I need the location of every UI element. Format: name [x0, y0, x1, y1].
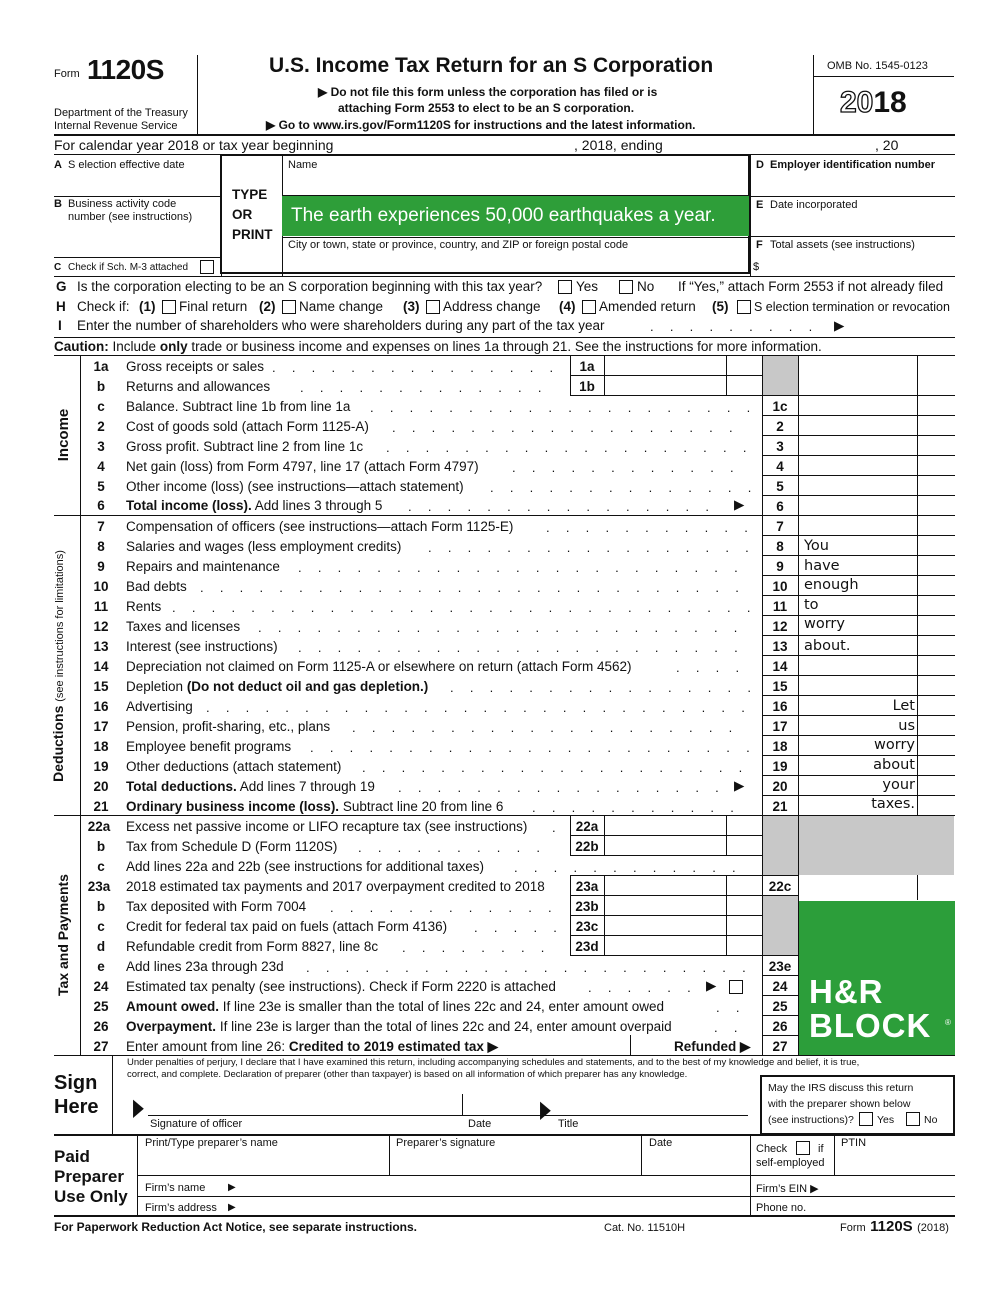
line-1b-label: Returns and allowances: [126, 379, 271, 394]
final-return-label: Final return: [179, 299, 248, 314]
here-label: Here: [54, 1096, 99, 1118]
line-23b-label: Tax deposited with Form 7004: [126, 899, 307, 914]
line-23c-amount[interactable]: [606, 917, 724, 934]
line-5-label: Other income (loss) (see instructions—attach statement): [126, 479, 464, 494]
line-22b-number: b: [96, 839, 106, 854]
line-16-box: 16: [772, 699, 788, 714]
line-5-amount[interactable]: [800, 477, 915, 494]
ein-label: Employer identification number: [770, 159, 936, 171]
g-yes-label: Yes: [576, 279, 599, 294]
logo-line-1: H&R: [809, 973, 884, 1010]
line-8-box: 8: [776, 539, 784, 554]
g-if-yes-note: If “Yes,” attach Form 2553 if not already filed: [678, 279, 944, 294]
line-22c-amount[interactable]: [800, 877, 915, 894]
line-24-box: 24: [772, 979, 788, 994]
line-3-box: 3: [776, 439, 784, 454]
header-instruction-3: ▶ Go to www.irs.gov/Form1120S for instructions and the latest information.: [266, 118, 696, 132]
line-3-label: Gross profit. Subtract line 2 from line 1c: [126, 439, 364, 454]
line-23a-label: 2018 estimated tax payments and 2017 overpayment credited to 2018: [126, 879, 545, 894]
hr-block-logo: [799, 901, 955, 1055]
line-2-label: Cost of goods sold (attach Form 1125-A): [126, 419, 369, 434]
check-label: Check: [756, 1143, 788, 1155]
phone-label: Phone no.: [756, 1202, 807, 1214]
form-number: 1120S: [87, 54, 164, 85]
line-23d-number: d: [96, 939, 106, 954]
line-22a-label: Excess net passive income or LIFO recapture tax (see instructions): [126, 819, 528, 834]
year-bold: 18: [873, 86, 907, 119]
i-arrow-icon: ▶: [834, 318, 845, 333]
line-7-box: 7: [776, 519, 784, 534]
line-25-label-text: If line 23e is smaller than the total of lines 22c and 24, enter amount owed: [222, 999, 665, 1014]
name-field[interactable]: [284, 174, 744, 194]
line-26-label: [126, 1019, 672, 1034]
line-14-number: 14: [93, 659, 109, 674]
election-termination-label: S election termination or revocation: [754, 300, 950, 314]
h3-number: (3): [403, 299, 420, 314]
registered-icon: ®: [945, 1018, 951, 1027]
line-11-box: 11: [772, 599, 788, 614]
total-assets-field[interactable]: [764, 256, 952, 274]
line-6-amount[interactable]: [800, 497, 915, 514]
date-label: Date: [468, 1118, 492, 1130]
note-worry: worry: [804, 616, 845, 632]
section-deductions-note: (see instructions for limitations): [54, 550, 66, 702]
form-title: U.S. Income Tax Return for an S Corporation: [269, 54, 714, 77]
election-termination-checkbox[interactable]: [737, 300, 751, 314]
caution-text-2: trade or business income and expenses on lines 1a through 21. See the instructions for more information.: [191, 339, 822, 354]
section-deductions-title: Deductions: [50, 705, 66, 782]
firm-ein-label: Firm’s EIN ▶: [756, 1183, 819, 1195]
ptin-label: PTIN: [841, 1137, 867, 1149]
note-taxes: taxes.: [871, 796, 915, 812]
header-instruction-1: ▶ Do not file this form unless the corporation has filed or is: [318, 85, 658, 99]
line-b-letter: B: [54, 198, 62, 210]
line-15-label-bold: (Do not deduct oil and gas depletion.): [186, 679, 429, 694]
line-4-amount[interactable]: [800, 457, 915, 474]
line-25-label-bold: Amount owed.: [126, 999, 219, 1014]
note-us: us: [898, 718, 915, 734]
line-11-label: Rents: [126, 599, 162, 614]
preparer-signature-field[interactable]: [393, 1152, 637, 1172]
line-18-box: 18: [772, 739, 788, 754]
line-27-label-text: Enter amount from line 26:: [126, 1039, 286, 1054]
line-12-label: Taxes and licenses: [126, 619, 241, 634]
line-20-box: 20: [772, 779, 788, 794]
line-18-label: Employee benefit programs: [126, 739, 292, 754]
preparer-name-label: Print/Type preparer’s name: [145, 1137, 278, 1149]
h5-number: (5): [712, 299, 729, 314]
perjury-text-1: Under penalties of perjury, I declare that I have examined this return, including accompanying schedules and statements, and to the best of my knowledge and belief, it is true,: [127, 1057, 860, 1068]
firm-address-field[interactable]: [244, 1198, 746, 1214]
h2-number: (2): [259, 299, 276, 314]
line-1a-amount[interactable]: [606, 357, 724, 374]
line-9-number: 9: [97, 559, 105, 574]
line-1c-amount[interactable]: [800, 397, 915, 414]
line-f-letter: F: [756, 239, 763, 251]
line-6-box: 6: [776, 499, 784, 514]
line-5-box: 5: [776, 479, 784, 494]
firm-ein-field[interactable]: [832, 1177, 952, 1195]
line-1a-number: 1a: [93, 359, 109, 374]
preparer-name-field[interactable]: [141, 1152, 385, 1172]
line-7-label: Compensation of officers (see instructions—attach Form 1125-E): [126, 519, 514, 534]
check-if-label: Check if:: [77, 299, 130, 314]
line-23b-number: b: [96, 899, 106, 914]
note-about-2: about: [873, 757, 915, 773]
firm-address-arrow-icon: ▶: [228, 1202, 236, 1213]
note-worry-2: worry: [874, 737, 915, 753]
line-22a-box: 22a: [575, 819, 599, 834]
note-let: Let: [892, 698, 915, 714]
line-2-amount[interactable]: [800, 417, 915, 434]
line-22c-label: Add lines 22a and 22b (see instructions for additional taxes): [126, 859, 484, 874]
ptin-field[interactable]: [838, 1152, 952, 1172]
line-19-box: 19: [772, 759, 788, 774]
note-about: about.: [804, 638, 851, 654]
line-19-label: Other deductions (attach statement): [126, 759, 342, 774]
amended-return-label: Amended return: [599, 299, 696, 314]
sign-label: Sign: [54, 1072, 98, 1094]
discuss-yes-checkbox[interactable]: [859, 1112, 873, 1126]
use-only-label: Use Only: [54, 1187, 128, 1206]
line-15-label-text: Depletion: [126, 679, 184, 694]
name-change-checkbox[interactable]: [282, 300, 296, 314]
or-label: OR: [232, 207, 253, 222]
preparer-label: Preparer: [54, 1167, 124, 1186]
h4-number: (4): [559, 299, 576, 314]
line-6-number: 6: [97, 498, 105, 513]
footer-form-id: [840, 1218, 949, 1236]
officer-title-field[interactable]: [556, 1094, 746, 1114]
line-1b-amount[interactable]: [606, 377, 724, 394]
date-incorporated-label: Date incorporated: [770, 199, 858, 211]
omb-number: OMB No. 1545-0123: [827, 60, 928, 72]
line-23d-label: Refundable credit from Form 8827, line 8c: [126, 939, 379, 954]
print-label: PRINT: [232, 227, 273, 242]
line-23c-label: Credit for federal tax paid on fuels (attach Form 4136): [126, 919, 448, 934]
preparer-date-label: Date: [649, 1137, 673, 1149]
line-20-label: [126, 779, 375, 794]
line-21-box: 21: [772, 799, 788, 814]
city-field[interactable]: [284, 254, 744, 272]
name-change-label: Name change: [299, 299, 384, 314]
m3-label: Check if Sch. M-3 attached: [68, 262, 189, 273]
note-have: have: [804, 558, 840, 574]
line-a-letter: A: [54, 159, 62, 171]
line-i-letter: I: [58, 318, 62, 333]
line-8-number: 8: [97, 539, 105, 554]
dollar-sign: $: [753, 261, 760, 273]
line-22c-box: 22c: [768, 879, 792, 894]
line-26-box: 26: [772, 1019, 788, 1034]
note-you: You: [804, 538, 829, 554]
g-no-label: No: [637, 279, 655, 294]
line-24-arrow-icon: ▶: [706, 978, 717, 993]
line-15-box: 15: [772, 679, 788, 694]
line-g-letter: G: [56, 279, 67, 294]
line-27-label: [126, 1039, 498, 1055]
calendar-year-label: For calendar year 2018 or tax year beginning: [54, 137, 334, 153]
line-3-amount[interactable]: [800, 437, 915, 454]
officer-signature-field[interactable]: [148, 1094, 458, 1114]
note-to: to: [804, 597, 819, 613]
line-6-label: [126, 498, 382, 513]
s-election-question: Is the corporation electing to be an S corporation beginning with this tax year?: [77, 279, 543, 294]
line-27-box: 27: [772, 1039, 788, 1054]
line-23e-label: Add lines 23a through 23d: [126, 959, 284, 974]
line-10-number: 10: [93, 579, 109, 594]
firm-address-label: Firm’s address: [145, 1202, 217, 1214]
line-4-number: 4: [97, 459, 105, 474]
name-label: Name: [288, 159, 318, 171]
paid-label: Paid: [54, 1147, 90, 1166]
line-25-label: [126, 999, 664, 1014]
line-12-box: 12: [772, 619, 788, 634]
line-23a-box: 23a: [575, 879, 599, 894]
line-d-letter: D: [756, 159, 764, 171]
line-22b-label: Tax from Schedule D (Form 1120S): [126, 839, 338, 854]
total-assets-label: Total assets (see instructions): [770, 239, 915, 251]
firm-name-arrow-icon: ▶: [228, 1182, 236, 1193]
catalog-number: Cat. No. 11510H: [604, 1222, 686, 1234]
line-15-number: 15: [93, 679, 109, 694]
line-12-number: 12: [93, 619, 109, 634]
section-tax-payments: Tax and Payments: [55, 874, 71, 996]
line-23c-number: c: [97, 919, 105, 934]
discuss-no-checkbox[interactable]: [906, 1112, 920, 1126]
line-24-number: 24: [93, 979, 109, 994]
final-return-checkbox[interactable]: [162, 300, 176, 314]
line-1a-label: Gross receipts or sales: [126, 359, 265, 374]
line-c-letter: C: [54, 262, 62, 273]
line-16-number: 16: [93, 699, 109, 714]
line-h-letter: H: [56, 299, 66, 314]
s-election-date-label: S election effective date: [68, 159, 185, 171]
business-code-label-2: number (see instructions): [68, 211, 193, 223]
refunded-label: Refunded ▶: [674, 1039, 751, 1054]
line-6-label-text: Add lines 3 through 5: [254, 498, 383, 513]
line-24-label: Estimated tax penalty (see instructions). Check if Form 2220 is attached: [126, 979, 556, 994]
irs-label: Internal Revenue Service: [54, 120, 178, 132]
firm-name-field[interactable]: [244, 1177, 746, 1195]
line-10-box: 10: [772, 579, 788, 594]
line-21-label-bold: Ordinary business income (loss).: [126, 799, 340, 814]
caution-only: only: [159, 339, 188, 354]
line-20-arrow-icon: ▶: [734, 778, 745, 793]
self-employed-label: self-employed: [756, 1157, 825, 1169]
self-employed-checkbox[interactable]: [796, 1141, 810, 1155]
m3-checkbox[interactable]: [200, 260, 214, 274]
business-code-label-1: Business activity code: [68, 198, 177, 210]
discuss-text-1: May the IRS discuss this return: [768, 1082, 914, 1094]
business-code-field[interactable]: [54, 226, 218, 254]
line-23b-amount[interactable]: [606, 897, 724, 914]
form-prefix: Form: [54, 68, 80, 80]
line-11-number: 11: [93, 599, 109, 614]
line-e-letter: E: [756, 199, 764, 211]
discuss-no-label: No: [924, 1114, 938, 1126]
line-1c-box: 1c: [772, 399, 788, 414]
line-13-label: Interest (see instructions): [126, 639, 278, 654]
line-21-label-text: Subtract line 20 from line 6: [342, 799, 504, 814]
line-23b-box: 23b: [575, 899, 599, 914]
line-1b-number: b: [96, 379, 106, 394]
line-1c-number: c: [97, 399, 105, 414]
calendar-end-year: , 20: [875, 137, 899, 153]
line-1a-box: 1a: [579, 359, 595, 374]
line-14-box: 14: [772, 659, 788, 674]
discuss-text-3: (see instructions)?: [768, 1114, 854, 1126]
line-27-label-bold: Credited to 2019 estimated tax ▶: [288, 1039, 499, 1054]
signature-of-officer-label: Signature of officer: [150, 1118, 243, 1130]
line-23e-number: e: [97, 959, 105, 974]
line-20-label-bold: Total deductions.: [126, 779, 237, 794]
firm-name-label: Firm’s name: [145, 1182, 206, 1194]
line-9-label: Repairs and maintenance: [126, 559, 280, 574]
line-23d-box: 23d: [575, 939, 599, 954]
line-1b-box: 1b: [579, 379, 595, 394]
calendar-ending-label: , 2018, ending: [574, 137, 663, 153]
section-deductions: [50, 526, 70, 806]
paperwork-notice: For Paperwork Reduction Act Notice, see separate instructions.: [54, 1220, 417, 1234]
line-20-label-text: Add lines 7 through 19: [239, 779, 375, 794]
date-incorporated-field[interactable]: [752, 214, 952, 234]
preparer-date-field[interactable]: [645, 1152, 747, 1172]
line-23d-amount[interactable]: [606, 937, 724, 954]
line-13-box: 13: [772, 639, 788, 654]
shareholders-question: Enter the number of shareholders who were shareholders during any part of the tax year: [77, 318, 605, 333]
line-2-box: 2: [776, 419, 784, 434]
line-23a-number: 23a: [87, 879, 111, 894]
year-outline: 20: [840, 86, 874, 119]
header-instruction-2: attaching Form 2553 to elect to be an S corporation.: [338, 101, 635, 115]
form-2220-checkbox[interactable]: [729, 980, 743, 994]
line-26-number: 26: [93, 1019, 109, 1034]
caution-label: Caution:: [54, 339, 109, 354]
preparer-signature-label: Preparer’s signature: [396, 1137, 496, 1149]
line-25-number: 25: [93, 999, 109, 1014]
line-22c-number: c: [97, 859, 105, 874]
type-label: TYPE: [232, 187, 268, 202]
line-14-label: Depreciation not claimed on Form 1125-A or elsewhere on return (attach Form 4562): [126, 659, 632, 674]
title-label: Title: [558, 1118, 579, 1130]
s-election-yes-checkbox[interactable]: [558, 280, 572, 294]
title-arrow-icon: ▶: [540, 1095, 551, 1123]
line-6-label-bold: Total income (loss).: [126, 498, 252, 513]
line-15-label: [126, 679, 428, 694]
shareholders-count-field[interactable]: [852, 316, 952, 334]
line-4-box: 4: [776, 459, 784, 474]
if-label: if: [818, 1143, 824, 1155]
banner-text: The earth experiences 50,000 earthquakes a year.: [291, 205, 716, 226]
footer-form-number: 1120S: [870, 1218, 913, 1235]
line-26-label-bold: Overpayment.: [126, 1019, 217, 1034]
line-3-number: 3: [97, 439, 105, 454]
footer-form-prefix: Form: [840, 1222, 866, 1234]
line-26-label-text: If line 23e is larger than the total of lines 22c and 24, enter amount overpaid: [219, 1019, 672, 1034]
line-19-number: 19: [93, 759, 109, 774]
amended-return-checkbox[interactable]: [582, 300, 596, 314]
h1-number: (1): [139, 299, 156, 314]
line-17-number: 17: [93, 719, 109, 734]
line-6-arrow-icon: ▶: [734, 497, 745, 512]
line-9-box: 9: [776, 559, 784, 574]
line-17-label: Pension, profit-sharing, etc., plans: [126, 719, 331, 734]
address-change-label: Address change: [443, 299, 541, 314]
line-8-label: Salaries and wages (less employment credits): [126, 539, 402, 554]
line-5-number: 5: [97, 479, 105, 494]
ein-field[interactable]: [752, 174, 952, 194]
line-23c-box: 23c: [575, 919, 599, 934]
footer-year: (2018): [917, 1222, 949, 1234]
line-20-number: 20: [93, 779, 109, 794]
line-4-label: Net gain (loss) from Form 4797, line 17 (attach Form 4797): [126, 459, 479, 474]
line-22b-amount[interactable]: [606, 837, 724, 854]
caution-note: [54, 339, 822, 354]
line-21-number: 21: [93, 799, 109, 814]
note-enough: enough: [804, 577, 859, 593]
line-22a-amount[interactable]: [606, 817, 724, 834]
department: Department of the Treasury: [54, 107, 188, 119]
line-22b-box: 22b: [575, 839, 599, 854]
line-18-number: 18: [93, 739, 109, 754]
line-10-label: Bad debts: [126, 579, 187, 594]
line-1c-label: Balance. Subtract line 1b from line 1a: [126, 399, 351, 414]
line-22a-number: 22a: [87, 819, 111, 834]
perjury-text-2: correct, and complete. Declaration of preparer (other than taxpayer) is based on all information of which preparer has any knowledge.: [127, 1069, 688, 1080]
sign-arrow-icon: ▶: [133, 1093, 144, 1121]
discuss-text-2: with the preparer shown below: [768, 1098, 911, 1110]
discuss-yes-label: Yes: [877, 1114, 895, 1126]
line-17-box: 17: [772, 719, 788, 734]
s-election-date-field[interactable]: [54, 174, 218, 194]
city-label: City or town, state or province, country, and ZIP or foreign postal code: [288, 239, 629, 251]
logo-line-2: BLOCK: [809, 1007, 932, 1044]
section-income: Income: [55, 408, 72, 462]
line-27-number: 27: [93, 1039, 109, 1054]
line-21-label: [126, 799, 503, 814]
line-23a-amount[interactable]: [606, 877, 724, 894]
note-your: your: [882, 777, 915, 793]
signature-date-field[interactable]: [466, 1094, 536, 1114]
line-2-number: 2: [97, 419, 105, 434]
caution-text-1: Include: [112, 339, 157, 354]
line-16-label: Advertising: [126, 699, 193, 714]
line-25-box: 25: [772, 999, 788, 1014]
line-23e-box: 23e: [768, 959, 792, 974]
s-election-no-checkbox[interactable]: [619, 280, 633, 294]
line-7-number: 7: [97, 519, 105, 534]
phone-field[interactable]: [812, 1198, 952, 1214]
line-13-number: 13: [93, 639, 109, 654]
address-change-checkbox[interactable]: [426, 300, 440, 314]
